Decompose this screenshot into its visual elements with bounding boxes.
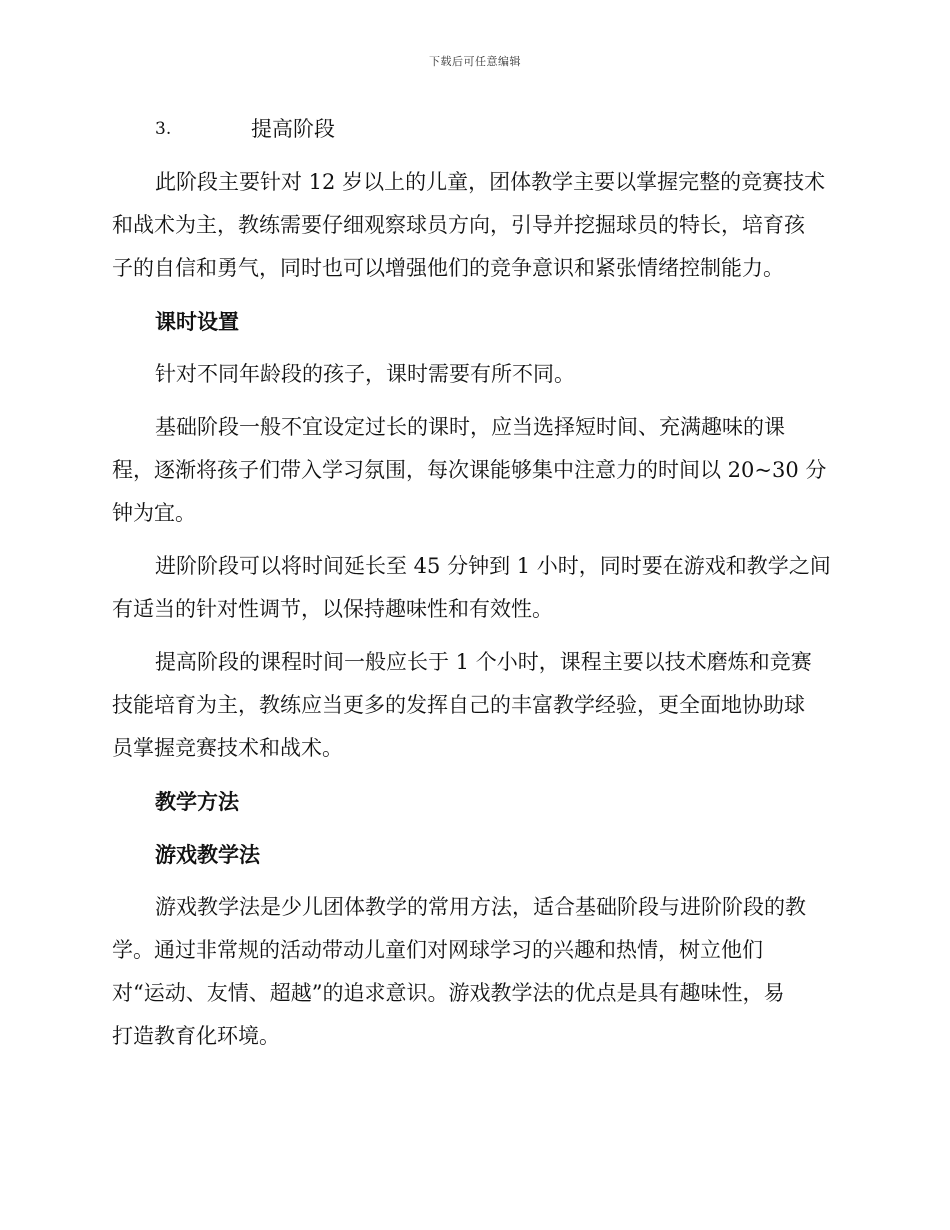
paragraph-line: 和战术为主，教练需要仔细观察球员方向，引导并挖掘球员的特长，培育孩 xyxy=(112,213,805,237)
paragraph-line: 提高阶段的课程时间一般应长于 1 个小时，课程主要以技术磨炼和竞赛 xyxy=(155,650,812,674)
section-number: 3. xyxy=(155,119,172,139)
paragraph-line: 进阶阶段可以将时间延长至 45 分钟到 1 小时，同时要在游戏和教学之间 xyxy=(155,554,831,578)
paragraph-line: 程，逐渐将孩子们带入学习氛围，每次课能够集中注意力的时间以 20~30 分 xyxy=(112,458,827,482)
paragraph-line: 学。通过非常规的活动带动儿童们对网球学习的兴趣和热情，树立他们 xyxy=(112,938,763,962)
paragraph-line: 员掌握竞赛技术和战术。 xyxy=(112,736,343,760)
paragraph-line: 打造教育化环境。 xyxy=(112,1024,280,1048)
document-body xyxy=(112,108,840,1058)
paragraph-1 xyxy=(112,161,840,290)
paragraph-3 xyxy=(112,406,840,535)
paragraph-line: 此阶段主要针对 12 岁以上的儿童，团体教学主要以掌握完整的竞赛技术 xyxy=(155,170,826,194)
heading-game-method: 游戏教学法 xyxy=(155,842,260,867)
paragraph-line: 技能培育为主，教练应当更多的发挥自己的丰富教学经验，更全面地协助球 xyxy=(112,693,805,717)
paragraph-line: 游戏教学法是少儿团体教学的常用方法，适合基础阶段与进阶阶段的教 xyxy=(155,895,806,919)
page-header: 下载后可任意编辑 xyxy=(429,55,521,68)
paragraph-6 xyxy=(112,886,840,1058)
paragraph-line: 子的自信和勇气，同时也可以增强他们的竞争意识和紧张情绪控制能力。 xyxy=(112,256,784,280)
paragraph-line: 针对不同年龄段的孩子，课时需要有所不同。 xyxy=(155,362,575,386)
paragraph-line: 对“运动、友情、超越”的追求意识。游戏教学法的优点是具有趣味性，易 xyxy=(112,981,785,1005)
paragraph-line: 基础阶段一般不宜设定过长的课时，应当选择短时间、充满趣味的课 xyxy=(155,415,785,439)
paragraph-5 xyxy=(112,641,840,770)
paragraph-line: 钟为宜。 xyxy=(112,501,196,525)
heading-teaching-methods: 教学方法 xyxy=(155,789,239,814)
section-heading xyxy=(112,108,840,151)
section-title: 提高阶段 xyxy=(251,117,335,141)
paragraph-4 xyxy=(112,545,840,631)
heading-class-hours: 课时设置 xyxy=(155,309,239,334)
paragraph-line: 有适当的针对性调节，以保持趣味性和有效性。 xyxy=(112,597,553,621)
paragraph-2 xyxy=(112,353,840,396)
